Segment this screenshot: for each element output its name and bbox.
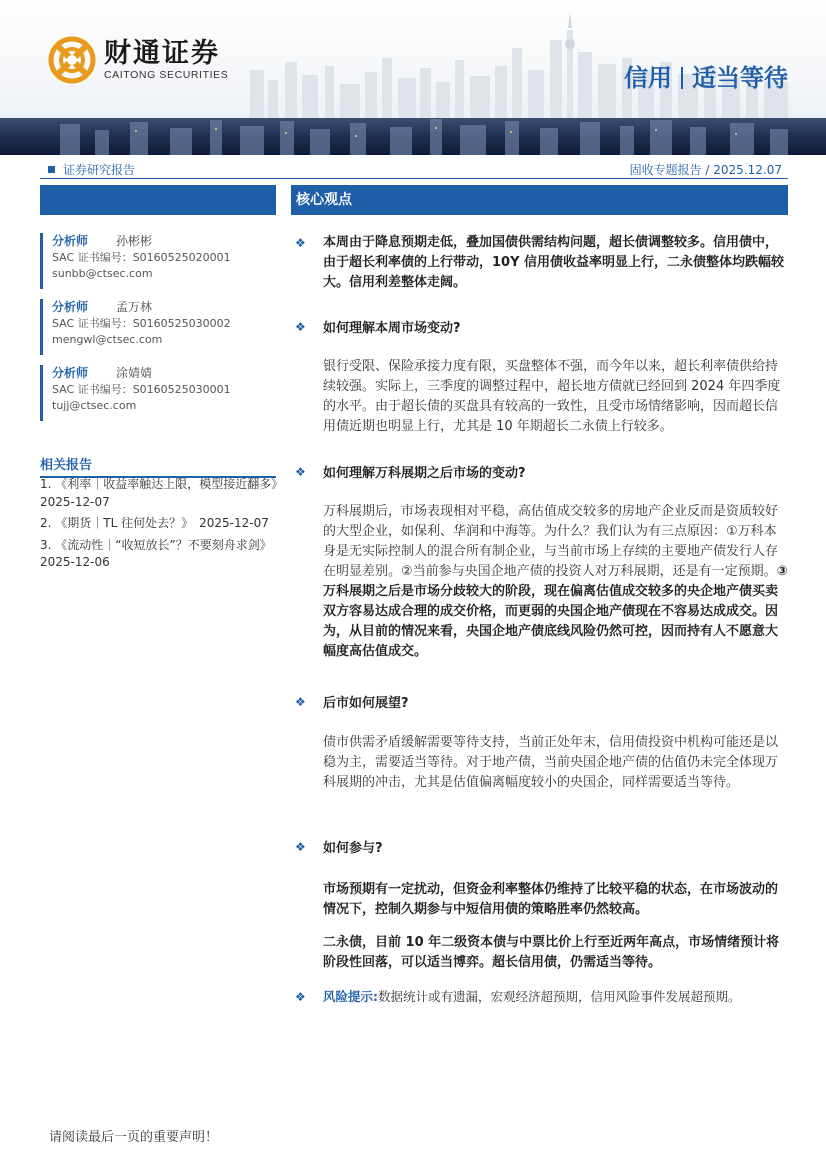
summary-paragraph: 本周由于降息预期走低，叠加国债供需结构问题，超长债调整较多。信用债中，由于超长利率债的上行带动，10Y 信用债收益率明显上行，二永债整体均跌幅较大。信用利差整体走阔。: [323, 235, 785, 290]
analyst-role: 分析师: [52, 234, 89, 248]
analyst-email[interactable]: tujj@ctsec.com: [52, 399, 137, 412]
diamond-bullet-icon: ❖: [295, 695, 306, 709]
question-heading: 后市如何展望?: [323, 696, 409, 711]
question-heading: 如何理解万科展期之后市场的变动?: [323, 466, 526, 481]
analyst-name: 孙彬彬: [116, 234, 153, 248]
analyst-sac: SAC 证书编号：S0160525020001: [52, 251, 231, 264]
company-logo: [48, 36, 228, 84]
question-heading: 如何理解本周市场变动?: [323, 321, 461, 336]
disclaimer-notice: 请阅读最后一页的重要声明！: [49, 1130, 219, 1145]
sub-header-bar: [40, 160, 788, 179]
sidebar-header-bar: [40, 185, 276, 215]
analyst-card: [40, 233, 276, 289]
analyst-email[interactable]: mengwl@ctsec.com: [52, 333, 163, 346]
analyst-sac: SAC 证书编号：S0160525030001: [52, 383, 231, 396]
analyst-name: 涂婧婧: [116, 366, 153, 380]
analyst-card: [40, 365, 276, 421]
report-header: [0, 0, 826, 155]
report-date-label: 固收专题报告 / 2025.12.07: [629, 163, 782, 177]
answer-text: 万科展期后，市场表现相对平稳，高估值成交较多的房地产企业反而是资质较好的大型企业，如保利、华润和中海等。为什么？我们认为有三点原因：①万科本身是无实际控制人的混合所有制企业，与当前市场上存续的主要地产债发行人存在明显差别。②当前参与央国企地产债的投资人对万科展期，还是有一定预期。: [323, 504, 779, 579]
diamond-bullet-icon: ❖: [295, 465, 306, 479]
related-report-link[interactable]: 3. 《流动性｜“收短放长”？不要刻舟求剑》 2025-12-06: [40, 537, 278, 569]
title-divider: [681, 67, 683, 89]
answer-paragraph: 市场预期有一定扰动，但资金利率整体仍维持了比较平稳的状态，在市场波动的情况下，控制久期参与中短信用债的策略胜率仍然较高。: [323, 882, 779, 917]
analyst-role: 分析师: [52, 300, 89, 314]
section-title: 核心观点: [291, 185, 788, 215]
related-report-link[interactable]: 2. 《期货｜TL 往何处去？》 2025-12-07: [40, 516, 269, 530]
report-headline: 适当等待: [692, 64, 788, 92]
risk-label: 风险提示:: [323, 989, 378, 1004]
analyst-name: 孟万林: [116, 300, 153, 314]
related-report-link[interactable]: 1. 《利率｜收益率触达上限，模型接近翻多》 2025-12-07: [40, 477, 290, 509]
report-title: [624, 58, 788, 93]
logo-english-name: CAITONG SECURITIES: [104, 69, 229, 81]
answer-paragraph: 债市供需矛盾缓解需要等待支持，当前正处年末，信用债投资中机构可能还是以稳为主，需要适当等待。对于地产债，当前央国企地产债的估值仍未完全体现万科展期的冲击，尤其是估值偏离幅度较小的央国企，同样需要适当等待。: [323, 735, 779, 790]
related-reports-title: 相关报告: [40, 454, 276, 478]
diamond-bullet-icon: ❖: [295, 320, 306, 334]
analyst-email[interactable]: sunbb@ctsec.com: [52, 267, 153, 280]
analyst-sac: SAC 证书编号：S0160525030002: [52, 317, 231, 330]
analyst-role: 分析师: [52, 366, 89, 380]
diamond-bullet-icon: ❖: [295, 236, 306, 250]
answer-paragraph: 银行受限、保险承接力度有限，买盘整体不强，而今年以来，超长利率债供给持续较强。实际上，三季度的调整过程中，超长地方债就已经回到 2024 年四季度的水平。由于超长债的买盘具有较高的一致性，且受市场情绪影响，因而超长信用债近期也明显上行，尤其是 10 年期超长二永债上行较多。: [323, 359, 781, 434]
answer-text-emphasis: ③万科展期之后是市场分歧较大的阶段，现在偏离估值成交较多的央企地产债买卖双方容易达成合理的成交价格，而更弱的央国企地产债现在不容易达成成交。因为，从目前的情况来看，央国企地产债底线风险仍然可控，因而持有人不愿意大幅度高估值成交。: [323, 564, 788, 659]
related-reports-list: [40, 476, 290, 576]
report-type-label: 证券研究报告: [63, 163, 136, 177]
analyst-card: [40, 299, 276, 355]
report-category: 信用: [624, 64, 672, 92]
diamond-bullet-icon: ❖: [295, 840, 306, 854]
risk-warning: [323, 987, 793, 1007]
square-bullet-icon: [48, 166, 55, 173]
risk-text: 数据统计或有遗漏，宏观经济超预期，信用风险事件发展超预期。: [378, 989, 741, 1004]
answer-paragraph: 二永债，目前 10 年二级资本债与中票比价上行至近两年高点，市场情绪预计将阶段性回落，可以适当博弈。超长信用债，仍需适当等待。: [323, 935, 780, 970]
answer-paragraph: [323, 502, 789, 662]
diamond-bullet-icon: ❖: [295, 990, 306, 1004]
question-heading: 如何参与?: [323, 841, 383, 856]
logo-chinese-name: 财通证券: [104, 38, 220, 69]
caitong-logo-icon: [48, 36, 96, 84]
